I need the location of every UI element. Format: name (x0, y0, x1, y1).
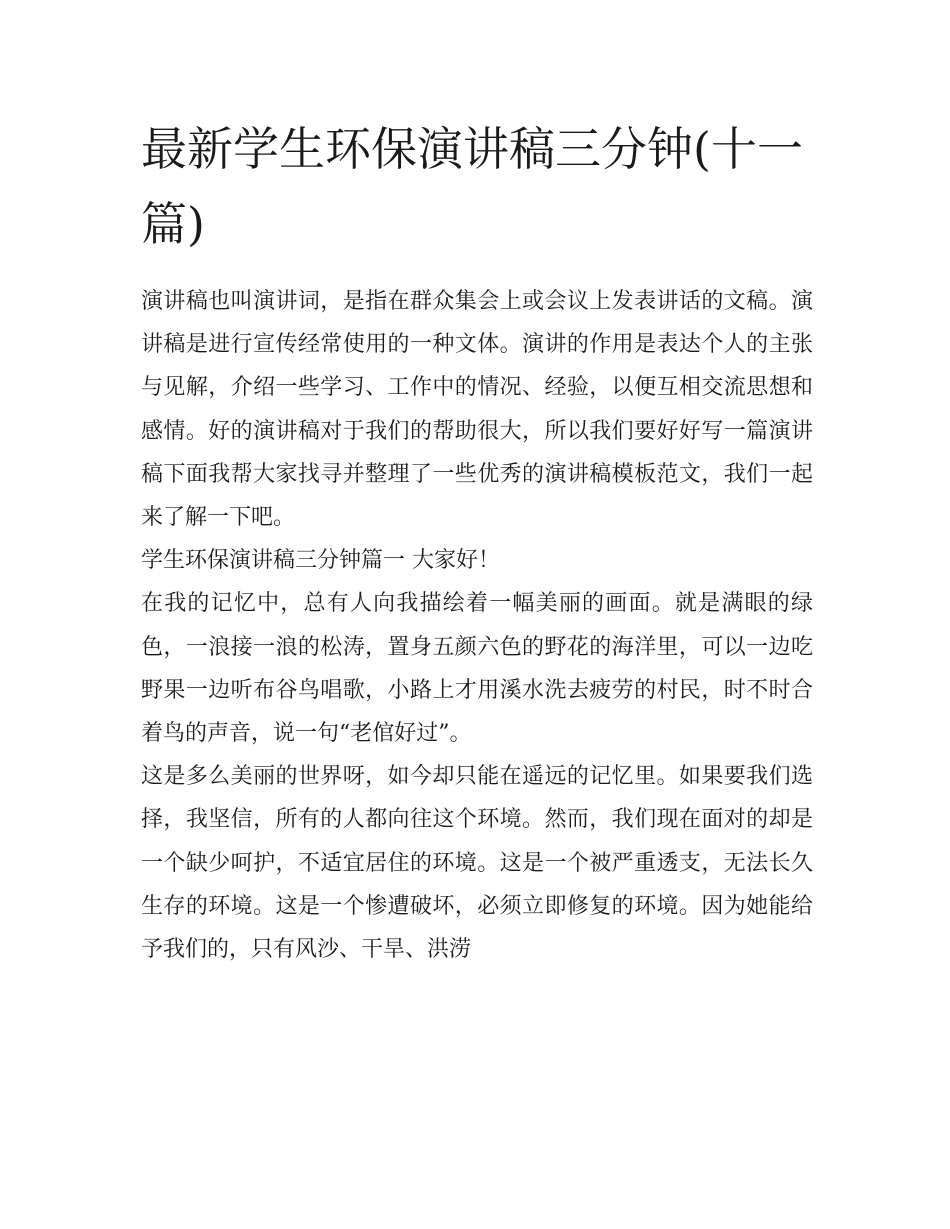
paragraph-intro: 演讲稿也叫演讲词，是指在群众集会上或会议上发表讲话的文稿。演讲稿是进行宣传经常使用的一种文体。演讲的作用是表达个人的主张与见解，介绍一些学习、工作中的情况、经验，以便互相交流思想和感情。好的演讲稿对于我们的帮助很大，所以我们要好好写一篇演讲稿下面我帮大家找寻并整理了一些优秀的演讲稿模板范文，我们一起来了解一下吧。 (141, 289, 813, 531)
document-page (141, 112, 813, 971)
paragraph-environment: 这是多么美丽的世界呀，如今却只能在遥远的记忆里。如果要我们选择，我坚信，所有的人都向往这个环境。然而，我们现在面对的却是一个缺少呵护，不适宜居住的环境。这是一个被严重透支，无法长久生存的环境。这是一个惨遭破坏，必须立即修复的环境。因为她能给予我们的，只有风沙、干旱、洪涝 (141, 764, 813, 963)
paragraph-section-heading: 学生环保演讲稿三分钟篇一 大家好！ (141, 548, 500, 574)
document-title: 最新学生环保演讲稿三分钟(十一篇) (141, 122, 803, 251)
paragraph-memory: 在我的记忆中，总有人向我描绘着一幅美丽的画面。就是满眼的绿色，一浪接一浪的松涛，置身五颜六色的野花的海洋里，可以一边吃野果一边听布谷鸟唱歌，小路上才用溪水洗去疲劳的村民，时不时合着鸟的声音，说一句“老倌好过”。 (141, 591, 813, 747)
